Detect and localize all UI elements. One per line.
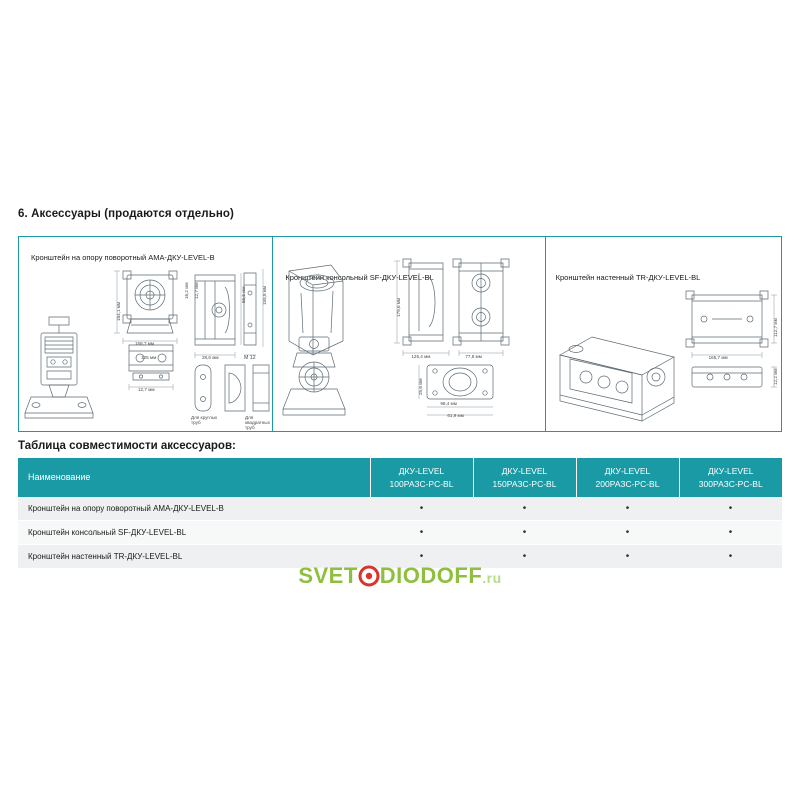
row-mark: • — [473, 521, 576, 545]
dimension-label: 25,6 мм — [418, 378, 424, 395]
dimension-label: 12,7 мм — [194, 282, 199, 299]
dimension-label: Для круглых труб — [191, 415, 218, 425]
dimension-label: 125,4 мм — [411, 354, 431, 359]
accessory-label-1: Кронштейн на опору поворотный AMA-ДКУ-LEVEL-B — [31, 253, 215, 262]
row-name: Кронштейн на опору поворотный AMA-ДКУ-LEVEL-B — [18, 497, 370, 521]
accessory-card-console-bracket — [273, 237, 545, 431]
accessory-card-wall-bracket — [546, 237, 781, 431]
watermark — [0, 563, 800, 589]
row-mark: • — [370, 497, 473, 521]
page-title: 6. Аксессуары (продаются отдельно) — [18, 208, 234, 220]
watermark-logo-icon — [358, 565, 380, 587]
row-mark: • — [679, 545, 782, 569]
header-line: 100РАЗС-PC-BL — [389, 478, 454, 489]
dimension-label: 125 мм — [141, 355, 157, 360]
dimension-label: 112,7 мм — [772, 318, 778, 337]
dimension-label: M 12 — [244, 355, 256, 361]
accessory-label-3: Кронштейн настенный TR-ДКУ-LEVEL-BL — [555, 273, 701, 282]
table-header-product-2 — [473, 458, 576, 497]
dimension-label: 12,2 мм — [772, 368, 778, 385]
drawing-wall-bracket — [546, 237, 782, 433]
watermark-part-3: .ru — [482, 570, 502, 586]
dimension-label: 184,1 мм — [116, 301, 121, 321]
dimension-label: 16,2 мм — [184, 282, 189, 299]
dimension-label: 77,8 мм — [465, 354, 482, 359]
dimension-label: 158,7 мм — [135, 341, 155, 346]
row-mark: • — [679, 521, 782, 545]
dimension-label: 165,7 мм — [708, 355, 728, 360]
row-mark: • — [473, 545, 576, 569]
row-mark: • — [576, 521, 679, 545]
header-line: 150РАЗС-PC-BL — [492, 478, 557, 489]
header-line: 200РАЗС-PC-BL — [595, 478, 660, 489]
table-header-name: Наименование — [18, 458, 370, 497]
dimension-label: 179,6 мм — [396, 297, 402, 317]
row-mark: • — [370, 545, 473, 569]
dimension-label: 28,6 мм — [202, 355, 219, 360]
row-mark: • — [576, 497, 679, 521]
table-row — [18, 521, 782, 545]
table-row — [18, 497, 782, 521]
dimension-label: 98,4 мм — [440, 401, 457, 406]
watermark-part-1: SVET — [298, 563, 358, 588]
dimension-label: Для квадратных труб — [245, 415, 270, 430]
row-mark: • — [679, 497, 782, 521]
table-header-product-4 — [679, 458, 782, 497]
compatibility-table — [18, 458, 782, 569]
table-title: Таблица совместимости аксессуаров: — [18, 440, 236, 452]
row-name: Кронштейн настенный TR-ДКУ-LEVEL-BL — [18, 545, 370, 569]
accessory-card-pole-bracket — [19, 237, 273, 431]
drawing-pole-bracket — [19, 237, 274, 433]
dimension-label: 61,9 мм — [447, 413, 464, 418]
header-line: ДКУ-LEVEL — [604, 466, 651, 476]
dimension-label: 158,8 мм — [262, 285, 267, 305]
table-header-product-1 — [370, 458, 473, 497]
dimension-label: 55,6 мм — [241, 286, 246, 303]
header-line: ДКУ-LEVEL — [501, 466, 548, 476]
header-line: ДКУ-LEVEL — [708, 466, 754, 476]
header-line: ДКУ-LEVEL — [398, 466, 445, 476]
drawing-console-bracket — [273, 237, 546, 433]
row-mark: • — [473, 497, 576, 521]
dimension-label: 12,7 мм — [138, 387, 155, 392]
accessory-label-2: Кронштейн консольный SF-ДКУ-LEVEL-BL — [285, 273, 434, 282]
table-header-row — [18, 458, 782, 497]
row-mark: • — [370, 521, 473, 545]
header-line: 300РАЗС-PC-BL — [698, 478, 763, 489]
row-mark: • — [576, 545, 679, 569]
table-header-product-3 — [576, 458, 679, 497]
row-name: Кронштейн консольный SF-ДКУ-LEVEL-BL — [18, 521, 370, 545]
accessories-panel — [18, 236, 782, 432]
watermark-part-2: DIODOFF — [379, 563, 483, 588]
